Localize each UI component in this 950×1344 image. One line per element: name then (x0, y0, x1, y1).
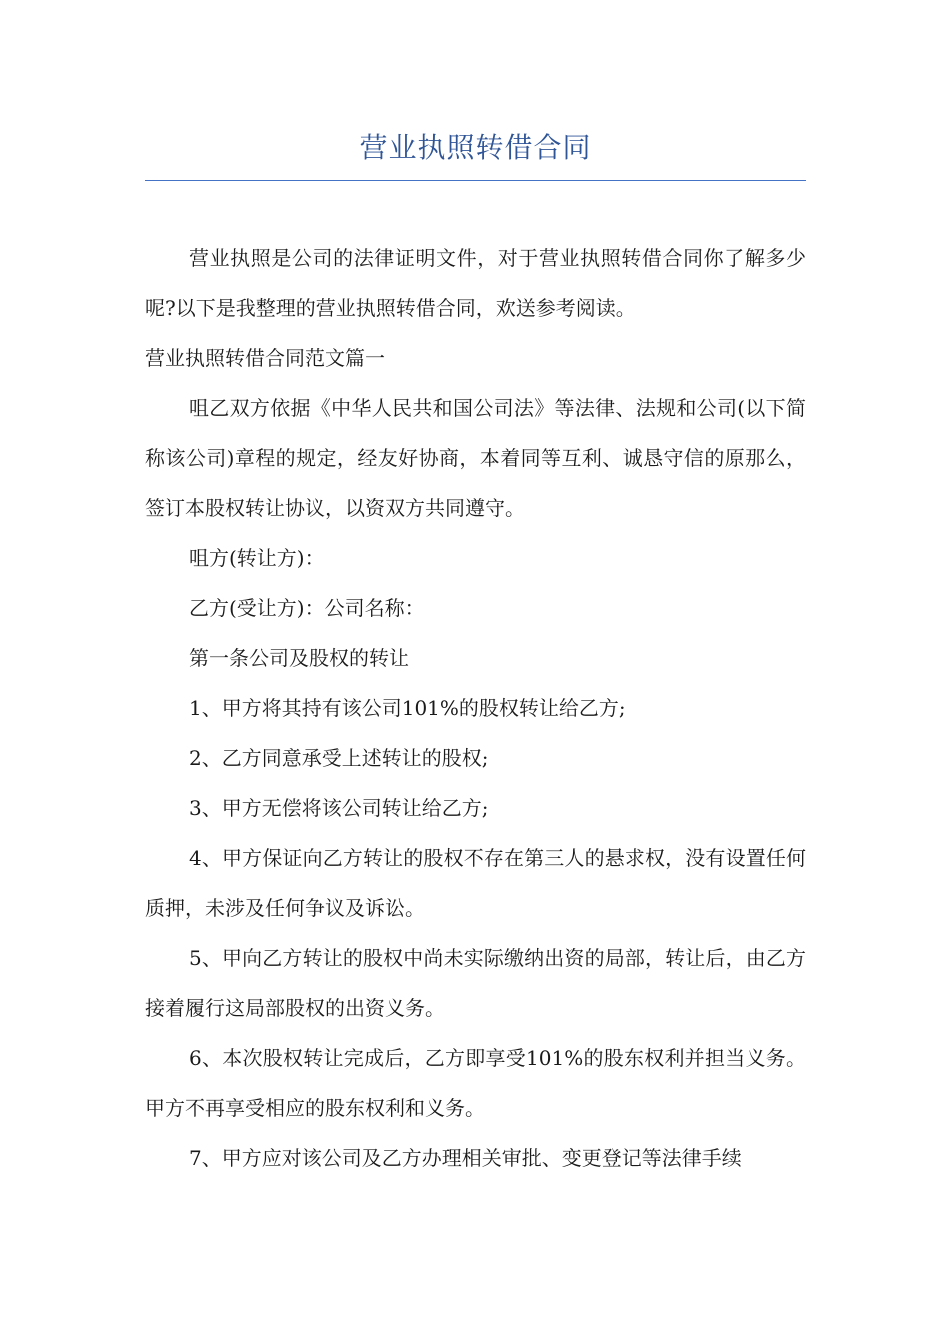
section-heading: 营业执照转借合同范文篇一 (145, 346, 385, 370)
party-a-line: 咀方(转让方)： (189, 546, 325, 570)
document-title: 营业执照转借合同 (359, 131, 592, 164)
clause-7: 7、甲方应对该公司及乙方办理相关审批、变更登记等法律手续 (189, 1146, 742, 1170)
document-body (145, 233, 806, 1183)
clause-6: 6、本次股权转让完成后，乙方即享受101%的股东权利并担当义务。甲方不再享受相应的股东权利和义务。 (145, 1046, 806, 1120)
title-underline (145, 180, 806, 181)
clause-2: 2、乙方同意承受上述转让的股权; (189, 746, 489, 770)
article-one-heading: 第一条公司及股权的转让 (189, 646, 409, 670)
clause-5: 5、甲向乙方转让的股权中尚未实际缴纳出资的局部，转让后，由乙方接着履行这局部股权的出资义务。 (145, 946, 806, 1020)
paragraph-intro: 营业执照是公司的法律证明文件，对于营业执照转借合同你了解多少呢?以下是我整理的营业执照转借合同，欢送参考阅读。 (145, 246, 806, 320)
clause-1: 1、甲方将其持有该公司101%的股权转让给乙方; (189, 696, 626, 720)
paragraph-preamble: 咀乙双方依据《中华人民共和国公司法》等法律、法规和公司(以下简称该公司)章程的规定，经友好协商，本着同等互利、诚恳守信的原那么，签订本股权转让协议，以资双方共同遵守。 (145, 396, 806, 520)
clause-4: 4、甲方保证向乙方转让的股权不存在第三人的悬求权，没有设置任何质押，未涉及任何争议及诉讼。 (145, 846, 806, 920)
clause-3: 3、甲方无偿将该公司转让给乙方; (189, 796, 489, 820)
party-b-line: 乙方(受让方)：公司名称： (189, 596, 425, 620)
